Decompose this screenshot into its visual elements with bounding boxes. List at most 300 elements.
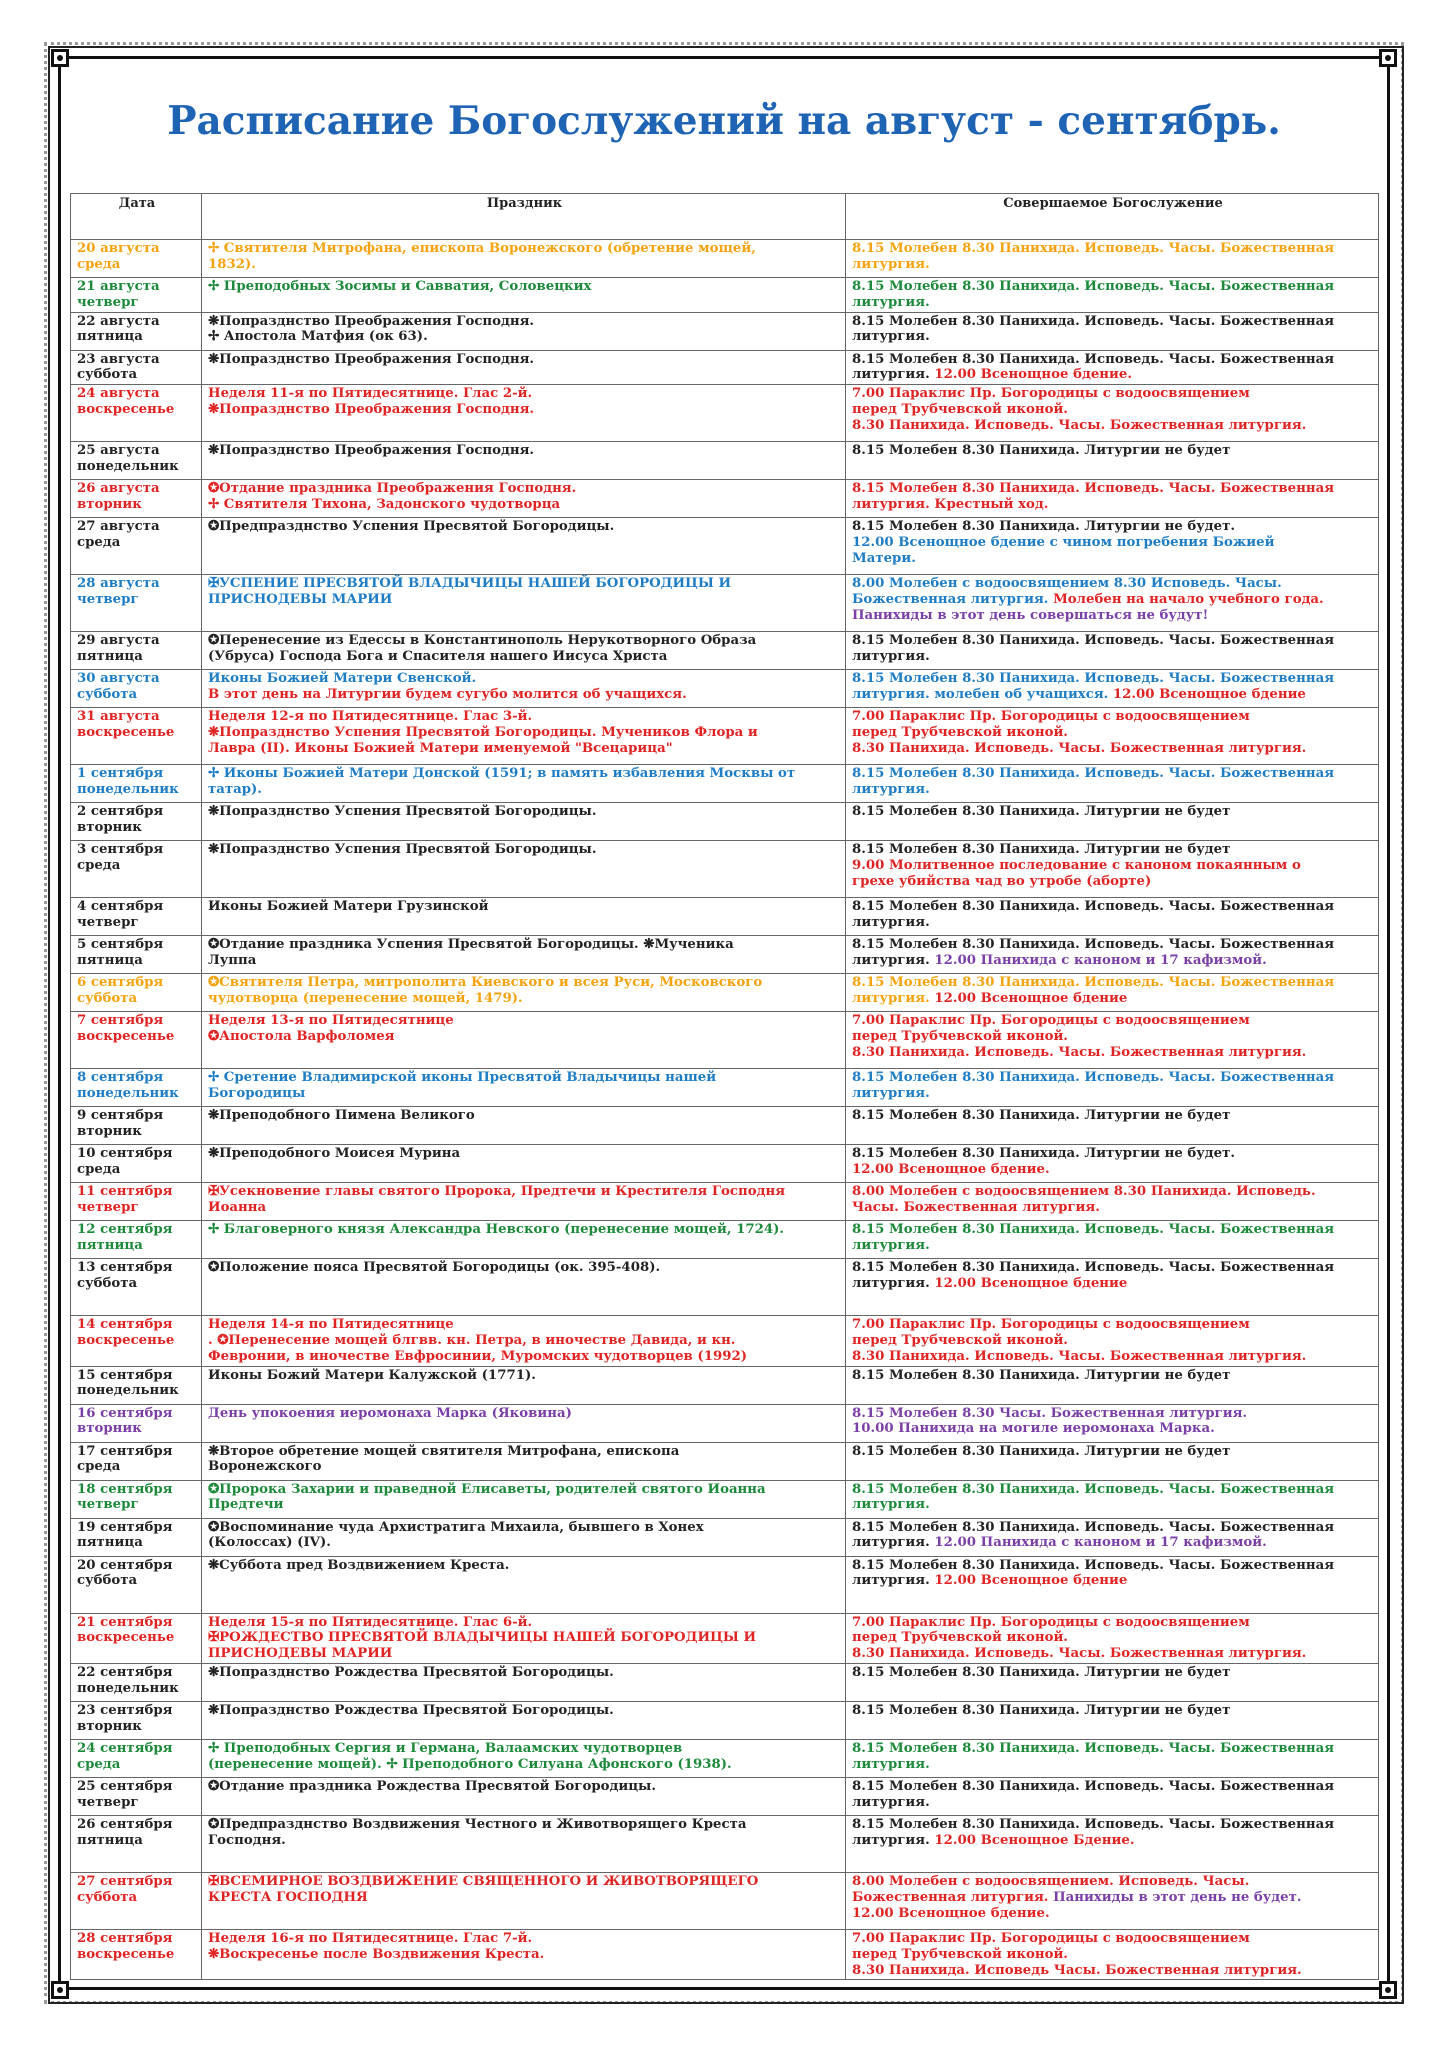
table-row	[71, 1777, 1379, 1815]
feast-line: ✪Воспоминание чуда Архистратига Михаила, бывшего в Хонех	[208, 1519, 704, 1535]
service-cell	[846, 1221, 1379, 1259]
table-row	[71, 974, 1379, 1012]
schedule-body	[71, 240, 1379, 1980]
feast-line: ❋Попразднство Преображения Господня.	[208, 313, 535, 329]
feast-line: В этот день на Литургии будем сугубо молится об учащихся.	[208, 686, 687, 702]
date-line: среда	[77, 1459, 121, 1475]
date-line: 8 сентября	[77, 1070, 164, 1086]
date-line: 4 сентября	[77, 899, 164, 915]
feast-line: Луппа	[208, 952, 257, 968]
date-line: понедельник	[77, 1085, 179, 1101]
service-cell	[846, 1663, 1379, 1701]
date-cell	[71, 765, 202, 803]
feast-line: Неделя 14-я по Пятидесятнице	[208, 1317, 454, 1333]
service-line: 7.00 Параклис Пр. Богородицы с водоосвящением	[852, 1930, 1250, 1946]
date-cell	[71, 632, 202, 670]
feast-cell	[202, 898, 846, 936]
feast-line: . ✪Перенесение мощей блгвв. кн. Петра, в иночестве Давида, и кн.	[208, 1332, 736, 1348]
service-line: 8.30 Панихида. Исповедь. Часы. Божественная литургия.	[852, 1348, 1307, 1364]
service-line: литургия. Крестный ход.	[852, 496, 1049, 512]
date-cell	[71, 1107, 202, 1145]
date-line: 23 августа	[77, 351, 160, 367]
date-cell	[71, 278, 202, 313]
date-cell	[71, 1069, 202, 1107]
service-cell	[846, 1259, 1379, 1316]
corner-ornament	[43, 41, 77, 75]
date-line: 20 августа	[77, 241, 160, 256]
feast-line: ✢ Апостола Матфия (ок 63).	[208, 329, 428, 345]
table-row	[71, 575, 1379, 632]
table-row	[71, 803, 1379, 841]
feast-line: ✪Апостола Варфоломея	[208, 1028, 395, 1044]
date-cell	[71, 974, 202, 1012]
date-cell	[71, 1316, 202, 1366]
service-line: литургия.	[852, 329, 930, 345]
feast-cell	[202, 278, 846, 313]
date-line: среда	[77, 1756, 121, 1772]
date-line: пятница	[77, 1832, 143, 1848]
table-row	[71, 240, 1379, 278]
date-cell	[71, 350, 202, 385]
date-line: вторник	[77, 1421, 142, 1437]
table-row	[71, 1701, 1379, 1739]
service-cell	[846, 1872, 1379, 1929]
service-line: Божественная литургия. Молебен на начало учебного года.	[852, 591, 1324, 607]
service-line: 8.15 Молебен 8.30 Панихида. Исповедь. Часы. Божественная	[852, 241, 1335, 256]
service-cell	[846, 518, 1379, 575]
table-row	[71, 385, 1379, 442]
service-line: литургия.	[852, 1756, 930, 1772]
service-line: 8.15 Молебен 8.30 Панихида. Исповедь. Часы. Божественная	[852, 279, 1335, 294]
service-line: Часы. Божественная литургия.	[852, 1199, 1100, 1215]
date-line: суббота	[77, 1275, 138, 1291]
date-cell	[71, 575, 202, 632]
date-cell	[71, 1739, 202, 1777]
date-cell	[71, 1613, 202, 1663]
feast-cell	[202, 1366, 846, 1404]
date-cell	[71, 1012, 202, 1069]
service-line: 8.00 Молебен с водоосвящением 8.30 Панихида. Исповедь.	[852, 1184, 1316, 1200]
date-line: четверг	[77, 914, 139, 930]
date-line: 24 сентября	[77, 1740, 173, 1756]
service-line: 8.15 Молебен 8.30 Панихида. Исповедь. Часы. Божественная	[852, 937, 1335, 953]
feast-line: ✪Положение пояса Пресвятой Богородицы (ок. 395-408).	[208, 1260, 661, 1276]
service-line: литургия.	[852, 1497, 930, 1513]
service-line: 8.15 Молебен 8.30 Панихида. Исповедь. Часы. Божественная	[852, 1481, 1335, 1497]
feast-cell	[202, 1518, 846, 1556]
service-line: 8.15 Молебен 8.30 Панихида. Исповедь. Часы. Божественная	[852, 1222, 1335, 1238]
date-cell	[71, 1556, 202, 1613]
service-cell	[846, 1480, 1379, 1518]
date-cell	[71, 1183, 202, 1221]
date-cell	[71, 442, 202, 480]
date-line: среда	[77, 857, 121, 873]
service-cell	[846, 1069, 1379, 1107]
table-row	[71, 442, 1379, 480]
service-line: литургия. 12.00 Всенощное бдение	[852, 1275, 1128, 1291]
feast-line: ✢ Святителя Митрофана, епископа Воронежского (обретение мощей,	[208, 241, 756, 256]
service-line: литургия.	[852, 1085, 930, 1101]
table-row	[71, 1069, 1379, 1107]
date-line: вторник	[77, 1123, 142, 1139]
feast-cell	[202, 1404, 846, 1442]
table-row	[71, 1442, 1379, 1480]
date-line: среда	[77, 256, 121, 272]
service-line: 8.15 Молебен 8.30 Панихида. Литургии не будет	[852, 1443, 1231, 1459]
table-row	[71, 1518, 1379, 1556]
service-cell	[846, 278, 1379, 313]
date-line: 16 сентября	[77, 1405, 173, 1421]
date-line: 5 сентября	[77, 937, 164, 953]
feast-line: (Колоссах) (IV).	[208, 1535, 331, 1551]
feast-line: Иконы Божий Матери Калужской (1771).	[208, 1367, 536, 1383]
date-cell	[71, 1929, 202, 1979]
service-line: 8.15 Молебен 8.30 Панихида. Литургии не будет.	[852, 1146, 1235, 1162]
date-line: 15 сентября	[77, 1367, 173, 1383]
feast-cell	[202, 708, 846, 765]
service-cell	[846, 1777, 1379, 1815]
feast-line: Неделя 13-я по Пятидесятнице	[208, 1013, 454, 1029]
date-line: четверг	[77, 1199, 139, 1215]
date-line: пятница	[77, 329, 143, 345]
date-line: понедельник	[77, 458, 179, 474]
service-line: 8.15 Молебен 8.30 Панихида. Исповедь. Часы. Божественная	[852, 633, 1335, 649]
service-cell	[846, 312, 1379, 350]
feast-line: ❋Попразднство Успения Пресвятой Богородицы. Мучеников Флора и	[208, 724, 758, 740]
date-line: 20 сентября	[77, 1557, 173, 1573]
feast-line: ✢ Иконы Божией Матери Донской (1591; в память избавления Москвы от	[208, 766, 796, 782]
feast-line: ✪Отдание праздника Преображения Господня.	[208, 481, 577, 497]
date-line: 14 сентября	[77, 1317, 173, 1333]
service-line: 8.15 Молебен 8.30 Панихида. Исповедь. Часы. Божественная	[852, 1778, 1335, 1794]
feast-cell	[202, 385, 846, 442]
service-cell	[846, 1316, 1379, 1366]
table-row	[71, 1404, 1379, 1442]
feast-cell	[202, 1739, 846, 1777]
feast-cell	[202, 442, 846, 480]
feast-cell	[202, 1316, 846, 1366]
date-line: 21 августа	[77, 279, 160, 294]
date-line: четверг	[77, 294, 139, 310]
header-feast: Праздник	[202, 194, 846, 240]
service-line: перед Трубчевской иконой.	[852, 1630, 1068, 1646]
date-line: 29 августа	[77, 633, 160, 649]
feast-line: ✠Усекновение главы святого Пророка, Предтечи и Крестителя Господня	[208, 1184, 786, 1200]
service-line: литургия. 12.00 Панихида с каноном и 17 кафизмой.	[852, 1535, 1267, 1551]
service-line: 8.30 Панихида. Исповедь. Часы. Божественная литургия.	[852, 1044, 1307, 1060]
table-header-row	[71, 194, 1379, 240]
service-cell	[846, 575, 1379, 632]
table-row	[71, 278, 1379, 313]
date-line: 2 сентября	[77, 804, 164, 820]
service-line: 8.15 Молебен 8.30 Панихида. Литургии не будет	[852, 804, 1231, 820]
service-line: Матери.	[852, 550, 916, 566]
table-row	[71, 765, 1379, 803]
feast-line: Неделя 11-я по Пятидесятнице. Глас 2-й.	[208, 386, 533, 402]
service-cell	[846, 1442, 1379, 1480]
service-cell	[846, 1613, 1379, 1663]
feast-cell	[202, 1012, 846, 1069]
service-line: литургия.	[852, 1794, 930, 1810]
feast-line: Неделя 16-я по Пятидесятнице. Глас 7-й.	[208, 1930, 533, 1946]
table-row	[71, 670, 1379, 708]
feast-cell	[202, 1613, 846, 1663]
date-line: 27 сентября	[77, 1873, 173, 1889]
service-cell	[846, 1556, 1379, 1613]
feast-line: Богородицы	[208, 1085, 306, 1101]
header-date: Дата	[71, 194, 202, 240]
feast-line: Февронии, в иночестве Евфросинии, Муромских чудотворцев (1992)	[208, 1348, 748, 1364]
date-line: 28 сентября	[77, 1930, 173, 1946]
service-cell	[846, 803, 1379, 841]
feast-line: ✪Отдание праздника Рождества Пресвятой Богородицы.	[208, 1778, 656, 1794]
service-line: 8.15 Молебен 8.30 Панихида. Исповедь. Часы. Божественная	[852, 1557, 1335, 1573]
service-line: перед Трубчевской иконой.	[852, 724, 1068, 740]
feast-cell	[202, 1107, 846, 1145]
date-line: вторник	[77, 819, 142, 835]
date-cell	[71, 1701, 202, 1739]
feast-line: День упокоения иеромонаха Марка (Яковина)	[208, 1405, 572, 1421]
service-cell	[846, 974, 1379, 1012]
table-row	[71, 1663, 1379, 1701]
feast-line: ✢ Сретение Владимирской иконы Пресвятой Владычицы нашей	[208, 1070, 717, 1086]
date-line: 10 сентября	[77, 1146, 173, 1162]
table-row	[71, 936, 1379, 974]
date-cell	[71, 312, 202, 350]
feast-line: ❋Преподобного Пимена Великого	[208, 1108, 475, 1124]
service-cell	[846, 480, 1379, 518]
feast-line: ✪Отдание праздника Успения Пресвятой Богородицы. ❋Мученика	[208, 937, 734, 953]
feast-cell	[202, 240, 846, 278]
feast-line: Лавра (II). Иконы Божией Матери именуемой "Всецарица"	[208, 740, 673, 756]
feast-line: ❋Попразднство Успения Пресвятой Богородицы.	[208, 842, 597, 858]
service-cell	[846, 1815, 1379, 1872]
feast-line: ❋Попразднство Успения Пресвятой Богородицы.	[208, 804, 597, 820]
table-row	[71, 898, 1379, 936]
service-line: литургия. 12.00 Панихида с каноном и 17 кафизмой.	[852, 952, 1267, 968]
table-row	[71, 1183, 1379, 1221]
date-line: 30 августа	[77, 671, 160, 687]
date-cell	[71, 1404, 202, 1442]
service-line: Панихиды в этот день совершаться не будут!	[852, 607, 1209, 623]
date-line: 13 сентября	[77, 1260, 173, 1276]
feast-cell	[202, 312, 846, 350]
feast-cell	[202, 1480, 846, 1518]
date-line: 1 сентября	[77, 766, 164, 782]
feast-line: Предтечи	[208, 1497, 284, 1513]
service-line: 8.15 Молебен 8.30 Панихида. Исповедь. Часы. Божественная	[852, 975, 1335, 991]
service-line: 8.30 Панихида. Исповедь Часы. Божественная литургия.	[852, 1962, 1302, 1978]
service-cell	[846, 670, 1379, 708]
service-line: 8.15 Молебен 8.30 Панихида. Литургии не будет	[852, 842, 1231, 858]
date-line: воскресенье	[77, 1028, 175, 1044]
table-row	[71, 1221, 1379, 1259]
date-cell	[71, 1663, 202, 1701]
service-cell	[846, 1518, 1379, 1556]
date-line: суббота	[77, 990, 138, 1006]
feast-line: ✠ВСЕМИРНОЕ ВОЗДВИЖЕНИЕ СВЯЩЕННОГО И ЖИВОТВОРЯЩЕГО	[208, 1873, 759, 1889]
service-line: 7.00 Параклис Пр. Богородицы с водоосвящением	[852, 1614, 1250, 1630]
date-cell	[71, 1221, 202, 1259]
service-line: литургия.	[852, 914, 930, 930]
feast-line: (перенесение мощей). ✢ Преподобного Силуана Афонского (1938).	[208, 1756, 732, 1772]
feast-line: ✢ Преподобных Сергия и Германа, Валаамских чудотворцев	[208, 1740, 683, 1756]
date-cell	[71, 1518, 202, 1556]
date-cell	[71, 1366, 202, 1404]
date-line: 31 августа	[77, 709, 160, 725]
date-line: 7 сентября	[77, 1013, 164, 1029]
service-line: 8.00 Молебен с водоосвящением 8.30 Исповедь. Часы.	[852, 576, 1282, 592]
service-line: 8.15 Молебен 8.30 Панихида. Исповедь. Часы. Божественная	[852, 1816, 1335, 1832]
service-line: 12.00 Всенощное бдение с чином погребения Божией	[852, 534, 1275, 550]
feast-line: ❋Суббота пред Воздвижением Креста.	[208, 1557, 510, 1573]
service-cell	[846, 765, 1379, 803]
feast-line: ПРИСНОДЕВЫ МАРИИ	[208, 1646, 393, 1662]
table-row	[71, 1259, 1379, 1316]
table-row	[71, 1366, 1379, 1404]
service-cell	[846, 1929, 1379, 1979]
feast-cell	[202, 1701, 846, 1739]
date-cell	[71, 480, 202, 518]
table-row	[71, 1815, 1379, 1872]
date-line: 26 августа	[77, 481, 160, 497]
service-line: 12.00 Всенощное бдение.	[852, 1905, 1050, 1921]
header-service: Совершаемое Богослужение	[846, 194, 1379, 240]
service-cell	[846, 708, 1379, 765]
service-line: 8.15 Молебен 8.30 Панихида. Исповедь. Часы. Божественная	[852, 1740, 1335, 1756]
table-row	[71, 1929, 1379, 1979]
feast-cell	[202, 1442, 846, 1480]
date-line: 21 сентября	[77, 1614, 173, 1630]
feast-line: Иконы Божией Матери Свенской.	[208, 671, 477, 687]
date-line: пятница	[77, 1237, 143, 1253]
date-line: 6 сентября	[77, 975, 164, 991]
service-line: 8.15 Молебен 8.30 Панихида. Литургии не будет	[852, 1108, 1231, 1124]
service-line: 8.15 Молебен 8.30 Панихида. Исповедь. Часы. Божественная	[852, 1519, 1335, 1535]
service-line: литургия.	[852, 781, 930, 797]
service-line: Божественная литургия. Панихиды в этот день не будет.	[852, 1889, 1302, 1905]
date-line: вторник	[77, 1718, 142, 1734]
date-line: вторник	[77, 496, 142, 512]
service-line: 8.15 Молебен 8.30 Панихида. Исповедь. Часы. Божественная	[852, 1070, 1335, 1086]
feast-line: Воронежского	[208, 1459, 322, 1475]
feast-line: ❋Воскресенье после Воздвижения Креста.	[208, 1946, 545, 1962]
schedule-table	[70, 193, 1379, 1980]
feast-cell	[202, 632, 846, 670]
table-row	[71, 1012, 1379, 1069]
date-cell	[71, 670, 202, 708]
feast-line: Неделя 15-я по Пятидесятнице. Глас 6-й.	[208, 1614, 533, 1630]
date-line: 3 сентября	[77, 842, 164, 858]
service-line: 8.15 Молебен 8.30 Панихида. Исповедь. Часы. Божественная	[852, 766, 1335, 782]
feast-line: ❋Преподобного Моисея Мурина	[208, 1146, 461, 1162]
service-cell	[846, 632, 1379, 670]
feast-line: ✢ Преподобных Зосимы и Савватия, Соловецких	[208, 279, 592, 294]
feast-cell	[202, 1145, 846, 1183]
service-line: 9.00 Молитвенное последование с каноном покаянным о	[852, 857, 1301, 873]
feast-line: ❋Попразднство Преображения Господня.	[208, 351, 535, 367]
feast-line: Господня.	[208, 1832, 286, 1848]
service-line: 10.00 Панихида на могиле иеромонаха Марка.	[852, 1421, 1215, 1437]
date-cell	[71, 1815, 202, 1872]
date-line: 26 сентября	[77, 1816, 173, 1832]
feast-cell	[202, 1183, 846, 1221]
service-line: 8.15 Молебен 8.30 Панихида. Исповедь. Часы. Божественная	[852, 481, 1335, 497]
service-line: 8.15 Молебен 8.30 Панихида. Литургии не будет	[852, 1664, 1231, 1680]
service-line: перед Трубчевской иконой.	[852, 1332, 1068, 1348]
date-line: воскресенье	[77, 1946, 175, 1962]
feast-line: ✢ Благоверного князя Александра Невского (перенесение мощей, 1724).	[208, 1222, 785, 1238]
service-line: 7.00 Параклис Пр. Богородицы с водоосвящением	[852, 709, 1250, 725]
table-row	[71, 1107, 1379, 1145]
feast-line: ❋Попразднство Рождества Пресвятой Богородицы.	[208, 1664, 614, 1680]
service-cell	[846, 841, 1379, 898]
service-line: 7.00 Параклис Пр. Богородицы с водоосвящением	[852, 386, 1250, 402]
date-line: 28 августа	[77, 576, 160, 592]
service-line: 8.15 Молебен 8.30 Панихида. Исповедь. Часы. Божественная	[852, 351, 1335, 367]
service-cell	[846, 350, 1379, 385]
service-line: 8.30 Панихида. Исповедь. Часы. Божественная литургия.	[852, 1646, 1307, 1662]
feast-line: (Убруса) Господа Бога и Спасителя нашего Иисуса Христа	[208, 648, 668, 664]
feast-cell	[202, 575, 846, 632]
date-line: 25 сентября	[77, 1778, 173, 1794]
date-line: понедельник	[77, 1680, 179, 1696]
feast-line: ✪Предпразднство Успения Пресвятой Богородицы.	[208, 519, 615, 535]
table-row	[71, 480, 1379, 518]
feast-line: ✠УСПЕНИЕ ПРЕСВЯТОЙ ВЛАДЫЧИЦЫ НАШЕЙ БОГОРОДИЦЫ И	[208, 576, 732, 592]
table-row	[71, 1872, 1379, 1929]
service-line: 8.30 Панихида. Исповедь. Часы. Божественная литургия.	[852, 417, 1307, 433]
service-cell	[846, 1012, 1379, 1069]
date-cell	[71, 240, 202, 278]
service-line: 7.00 Параклис Пр. Богородицы с водоосвящением	[852, 1317, 1250, 1333]
date-line: воскресенье	[77, 1332, 175, 1348]
table-row	[71, 518, 1379, 575]
date-line: среда	[77, 1161, 121, 1177]
feast-line: ✪Святителя Петра, митрополита Киевского и всея Руси, Московского	[208, 975, 763, 991]
feast-cell	[202, 1929, 846, 1979]
date-line: воскресенье	[77, 724, 175, 740]
feast-line: КРЕСТА ГОСПОДНЯ	[208, 1889, 368, 1905]
service-cell	[846, 385, 1379, 442]
date-cell	[71, 1259, 202, 1316]
date-line: 22 августа	[77, 313, 160, 329]
feast-cell	[202, 350, 846, 385]
feast-cell	[202, 841, 846, 898]
date-cell	[71, 1145, 202, 1183]
service-line: литургия. 12.00 Всенощное бдение.	[852, 367, 1132, 383]
feast-cell	[202, 1663, 846, 1701]
date-cell	[71, 1480, 202, 1518]
feast-cell	[202, 480, 846, 518]
feast-line: Иоанна	[208, 1199, 267, 1215]
service-cell	[846, 1701, 1379, 1739]
service-line: 8.15 Молебен 8.30 Панихида. Литургии не будет	[852, 1367, 1231, 1383]
service-line: литургия.	[852, 648, 930, 664]
date-line: четверг	[77, 1497, 139, 1513]
feast-cell	[202, 670, 846, 708]
table-row	[71, 1739, 1379, 1777]
feast-line: ✪Предпразднство Воздвижения Честного и Животворящего Креста	[208, 1816, 747, 1832]
feast-cell	[202, 1556, 846, 1613]
feast-cell	[202, 1221, 846, 1259]
date-line: 11 сентября	[77, 1184, 173, 1200]
service-line: 8.15 Молебен 8.30 Панихида. Литургии не будет.	[852, 519, 1235, 535]
date-line: четверг	[77, 1794, 139, 1810]
date-line: воскресенье	[77, 1630, 175, 1646]
feast-cell	[202, 518, 846, 575]
date-cell	[71, 841, 202, 898]
